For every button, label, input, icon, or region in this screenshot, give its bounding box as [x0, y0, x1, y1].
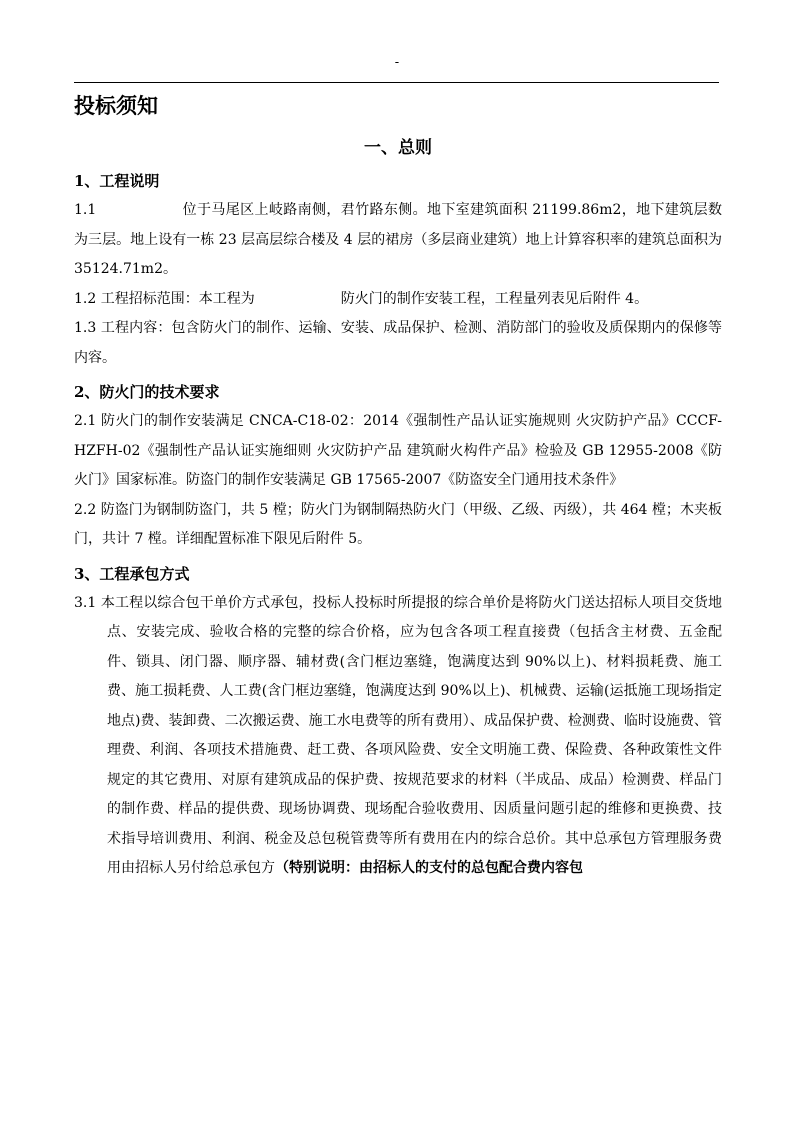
heading-technical-requirements: 2、防火门的技术要求: [74, 383, 220, 401]
paragraph-1-1: [74, 196, 722, 285]
paragraph-3-1: [74, 589, 722, 884]
page-header-mark: -: [394, 55, 400, 70]
document-title: 投标须知: [74, 93, 158, 118]
section-title: 一、总则: [364, 138, 432, 158]
heading-project-description: 1、工程说明: [74, 172, 160, 190]
paragraph-2-2: 2.2 防盗门为钢制防盗门，共 5 樘；防火门为钢制隔热防火门（甲级、乙级、丙级），共 464 樘；木夹板门，共计 7 樘。详细配置标准下限见后附件 5。: [74, 501, 722, 547]
header-divider: [74, 82, 719, 83]
paragraph-1-2: [74, 285, 722, 315]
paragraph-prefix: 1.2 工程招标范围：本工程为: [74, 290, 255, 307]
heading-contract-method: 3、工程承包方式: [74, 564, 190, 583]
document-body: [74, 88, 722, 884]
clause-number: 1.1: [74, 202, 97, 218]
paragraph-text: 位于马尾区上岐路南侧，君竹路东侧。地下室建筑面积 21199.86m2，地下建筑层数为三层。地上设有一栋 23 层高层综合楼及 4 层的裙房（多层商业建筑）地上计算容积率的建筑总面积为 35124.71m2。: [74, 202, 722, 277]
paragraph-2-1: 2.1 防火门的制作安装满足 CNCA-C18-02：2014《强制性产品认证实施规则 火灾防护产品》CCCF-HZFH-02《强制性产品认证实施细则 火灾防护产品 建筑耐火构件产品》检验及 GB 12955-2008《防火门》国家标准。防盗门的制作安装满足 GB 17565-2007《防盗安全门通用技术条件》: [74, 413, 722, 488]
paragraph-1-3: 1.3 工程内容：包含防火门的制作、运输、安装、成品保护、检测、消防部门的验收及质保期内的保修等内容。: [74, 320, 722, 366]
paragraph-text: 防火门的制作安装工程，工程量列表见后附件 4。: [340, 290, 649, 307]
paragraph-text: 3.1 本工程以综合包干单价方式承包，投标人投标时所提报的综合单价是将防火门送达招标人项目交货地点、安装完成、验收合格的完整的综合价格，应为包含各项工程直接费（包括含主材费、五金配件、锁具、闭门器、顺序器、辅材费(含门框边塞缝，饱满度达到 90%以上)、材料损耗费、施工费、施工损耗费、人工费(含门框边塞缝，饱满度达到 90%以上)、机械费、运输(运抵施工现场指定地点)费、装卸费、二次搬运费、施工水电费等的所有费用）、成品保护费、检测费、临时设施费、管理费、利润、各项技术措施费、赶工费、各项风险费、安全文明施工费、保险费、各种政策性文件规定的其它费用、对原有建筑成品的保护费、按规范要求的材料（半成品、成品）检测费、样品门的制作费、样品的提供费、现场协调费、现场配合验收费用、因质量问题引起的维修和更换费、技术指导培训费用、利润、税金及总包税管费等所有费用在内的综合总价。其中总承包方管理服务费用由招标人另付给总承包方: [74, 594, 722, 876]
special-note-bold: （特别说明：由招标人的支付的总包配合费内容包: [275, 860, 583, 876]
